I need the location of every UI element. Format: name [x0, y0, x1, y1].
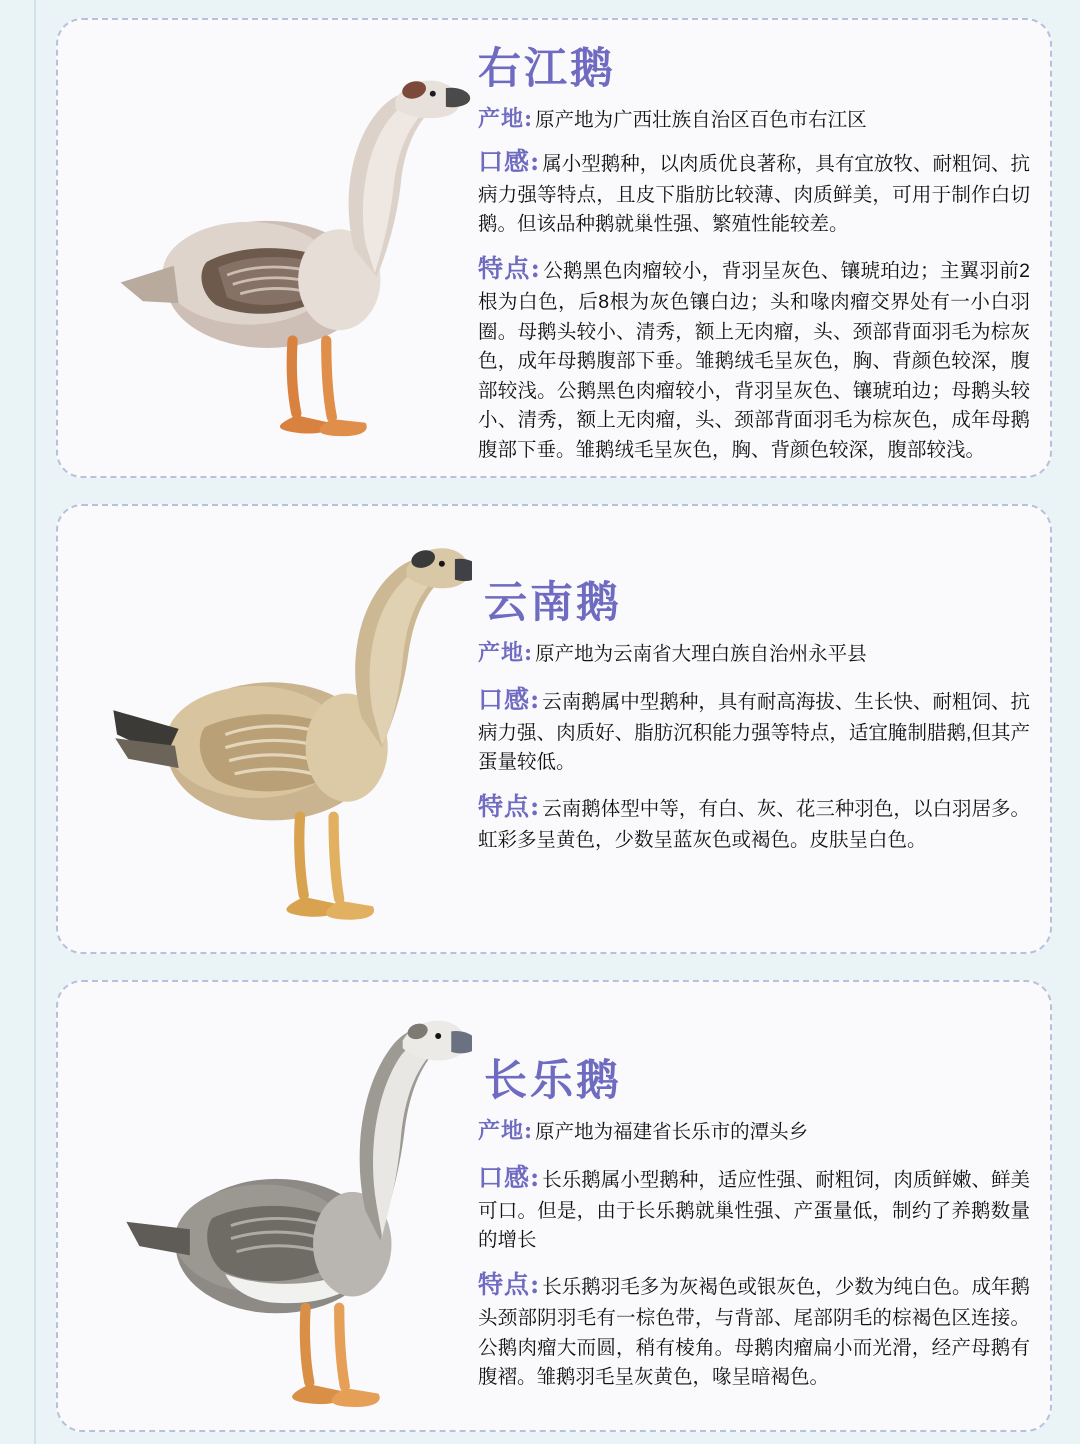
- origin-row: [478, 637, 1030, 670]
- origin-row: [478, 1115, 1030, 1148]
- origin-value: 原产地为福建省长乐市的潭头乡: [535, 1121, 809, 1144]
- taste-value: 云南鹅属中型鹅种，具有耐高海拔、生长快、耐粗饲、抗病力强、肉质好、脂肪沉积能力强等特点，适宜腌制腊鹅,但其产蛋量较低。: [478, 690, 1030, 774]
- taste-row: [478, 1159, 1030, 1256]
- taste-label: 口感:: [478, 684, 541, 714]
- breed-title: 长乐鹅: [484, 1056, 622, 1106]
- goose-breed-card: [56, 980, 1052, 1432]
- taste-value: 属小型鹅种，以肉质优良著称，具有宜放牧、耐粗饲、抗病力强等特点，且皮下脂肪比较薄、肉质鲜美，可用于制作白切鹅。但该品种鹅就巢性强、繁殖性能较差。: [478, 152, 1030, 236]
- breed-title: 右江鹅: [478, 44, 616, 94]
- yunnan-goose-photo: [72, 518, 472, 938]
- features-value: 云南鹅体型中等，有白、灰、花三种羽色，以白羽居多。虹彩多呈黄色，少数呈蓝灰色或褐色。皮肤呈白色。: [478, 797, 1030, 851]
- goose-breed-card-list: [56, 18, 1052, 1432]
- taste-label: 口感:: [478, 1162, 541, 1192]
- youjiang-goose-illustration: [72, 32, 472, 462]
- origin-value: 原产地为云南省大理白族自治州永平县: [535, 643, 867, 666]
- breed-title: 云南鹅: [484, 578, 622, 628]
- card-text-column: [472, 994, 1030, 1399]
- changle-goose-illustration: [72, 994, 472, 1416]
- taste-row: [478, 143, 1030, 240]
- features-row: [478, 250, 1030, 466]
- youjiang-goose-photo: [72, 32, 472, 462]
- yunnan-goose-illustration: [72, 518, 472, 938]
- features-label: 特点:: [478, 1269, 541, 1299]
- features-value: 长乐鹅羽毛多为灰褐色或银灰色，少数为纯白色。成年鹅头颈部阴羽毛有一棕色带，与背部、尾部阴毛的棕褐色区连接。公鹅肉瘤大而圆，稍有棱角。母鹅肉瘤扁小而光滑，经产母鹅有腹褶。雏鹅羽毛呈灰黄色，喙呈暗褐色。: [478, 1275, 1030, 1389]
- origin-label: 产地:: [478, 1118, 534, 1145]
- features-value: 公鹅黑色肉瘤较小，背羽呈灰色、镶琥珀边；主翼羽前2根为白色，后8根为灰色镶白边；头和喙肉瘤交界处有一小白羽圈。母鹅头较小、清秀，额上无肉瘤，头、颈部背面羽毛为棕灰色，成年母鹅腹部下垂。雏鹅绒毛呈灰色，胸、背颜色较深，腹部较浅。公鹅黑色肉瘤较小，背羽呈灰色、镶琥珀边；母鹅头较小、清秀，额上无肉瘤，头、颈部背面羽毛为棕灰色，成年母鹅腹部下垂。雏鹅绒毛呈灰色，胸、背颜色较深，腹部较浅。: [478, 259, 1030, 462]
- card-text-column: [472, 518, 1030, 862]
- features-label: 特点:: [478, 253, 541, 283]
- origin-row: [478, 103, 1030, 136]
- origin-label: 产地:: [478, 640, 534, 667]
- taste-row: [478, 681, 1030, 778]
- features-row: [478, 788, 1030, 856]
- changle-goose-photo: [72, 994, 472, 1416]
- card-text-column: [472, 32, 1030, 472]
- goose-breed-card: [56, 504, 1052, 954]
- features-label: 特点:: [478, 791, 541, 821]
- features-row: [478, 1266, 1030, 1393]
- taste-value: 长乐鹅属小型鹅种，适应性强、耐粗饲，肉质鲜嫩、鲜美可口。但是，由于长乐鹅就巢性强、产蛋量低，制约了养鹅数量的增长: [478, 1168, 1030, 1252]
- page-left-rule: [34, 0, 36, 1444]
- origin-label: 产地:: [478, 106, 534, 133]
- goose-breed-card: [56, 18, 1052, 478]
- taste-label: 口感:: [478, 146, 541, 176]
- origin-value: 原产地为广西壮族自治区百色市右江区: [535, 109, 867, 132]
